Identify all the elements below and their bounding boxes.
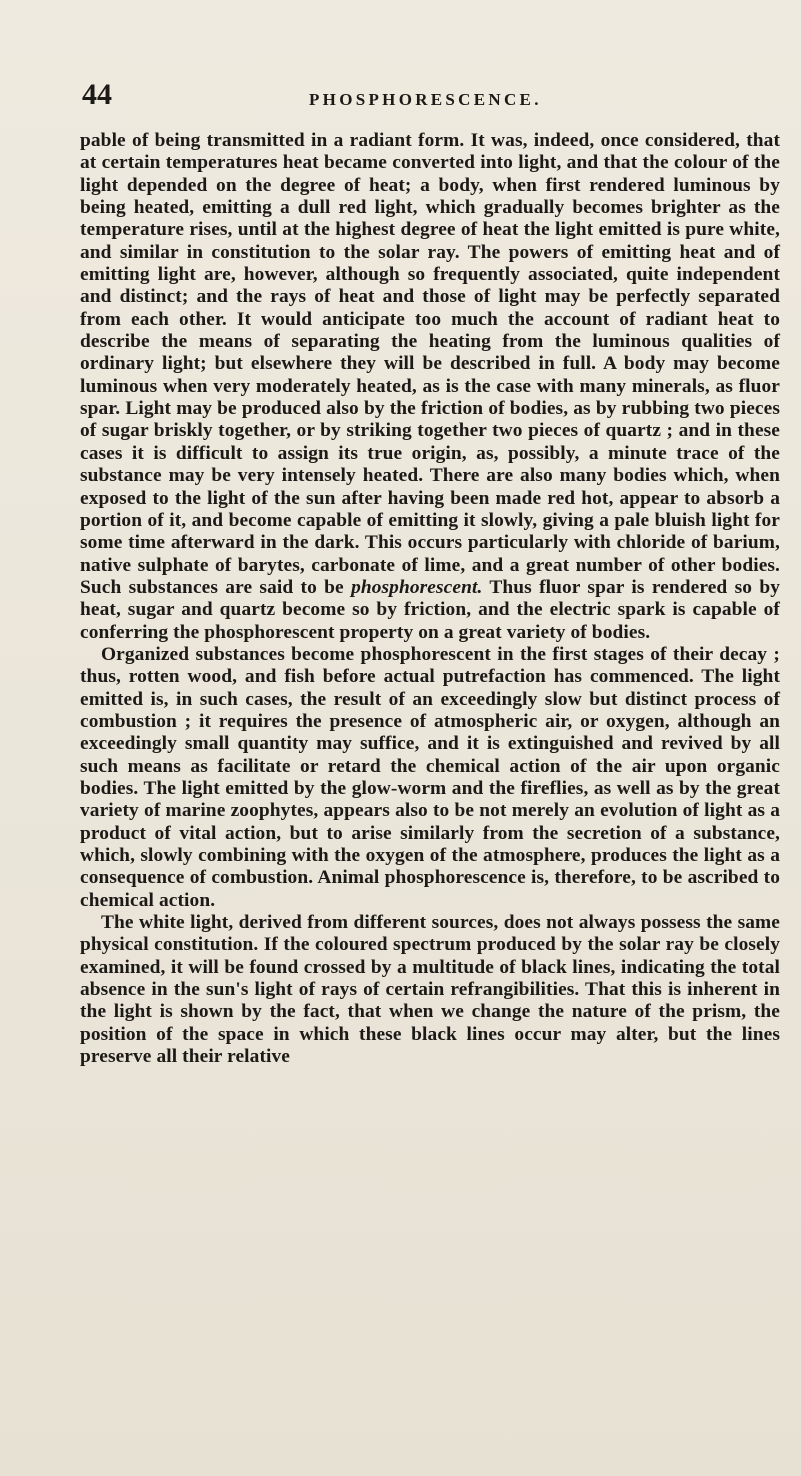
paragraph-3: The white light, derived from different sources, does not always possess the same physical constitution. If the coloured spectrum produced by the solar ray be closely examined, it will be found crossed by a multitude of black lines, indicating the total absence in the sun's light of rays of certain refrangibilities. That this is inherent in the light is shown by the fact, that when we change the nature of the prism, the position of the space in which these black lines occur may alter, but the lines preserve all their relative bbox=[80, 912, 780, 1068]
page-number: 44 bbox=[82, 78, 112, 111]
body-text bbox=[80, 130, 780, 1068]
paragraph-1 bbox=[80, 130, 780, 644]
running-title: PHOSPHORESCENCE. bbox=[309, 90, 542, 109]
italic-term: phosphorescent. bbox=[351, 576, 483, 598]
page-header bbox=[82, 78, 782, 112]
paragraph-1-text-end: Thus fluor spar is rendered so by heat, sugar and quartz become so by friction, and the electric spark is capable of conferring the phosphorescent property on a great variety of bodies. bbox=[80, 576, 781, 643]
paragraph-1-text: pable of being transmitted in a radiant form. It was, indeed, once considered, that at certain temperatures heat became converted into light, and that the colour of the light depended on the degree of heat; a body, when first rendered luminous by being heated, emitting a dull red light, which gradually becomes brighter as the temperature rises, until at the highest degree of heat the light emitted is pure white, and similar in constitution to the solar ray. The powers of emitting heat and of emitting light are, however, although so frequently associated, quite independent and distinct; and the rays of heat and those of light may be perfectly separated from each other. It would anticipate too much the account of radiant heat to describe the means of separating the heating from the luminous qualities of ordinary light; but elsewhere they will be described in full. A body may become luminous when very moderately heated, as is the case with many minerals, as fluor spar. Light may be produced also by the friction of bodies, as by rubbing two pieces of sugar briskly together, or by striking together two pieces of quartz ; and in these cases it is difficult to assign its true origin, as, possibly, a minute trace of the substance may be very intensely heated. There are also many bodies which, when exposed to the light of the sun after having been made red hot, appear to absorb a portion of it, and become capable of emitting it slowly, giving a pale bluish light for some time afterward in the dark. This occurs particularly with chloride of barium, native sulphate of barytes, carbonate of lime, and a great number of other bodies. Such substances are said to be bbox=[80, 130, 780, 598]
paragraph-2: Organized substances become phosphorescent in the first stages of their decay ; thus, rotten wood, and fish before actual putrefaction has commenced. The light emitted is, in such cases, the result of an exceedingly slow but distinct process of combustion ; it requires the presence of atmospheric air, or oxygen, although an exceedingly small quantity may suffice, and it is extinguished and revived by all such means as facilitate or retard the chemical action of the air upon organic bodies. The light emitted by the glow-worm and the fireflies, as well as by the great variety of marine zoophytes, appears also to be not merely an evolution of light as a product of vital action, but to arise similarly from the secretion of a substance, which, slowly combining with the oxygen of the atmosphere, produces the light as a consequence of combustion. Animal phosphorescence is, therefore, to be ascribed to chemical action. bbox=[80, 643, 780, 911]
